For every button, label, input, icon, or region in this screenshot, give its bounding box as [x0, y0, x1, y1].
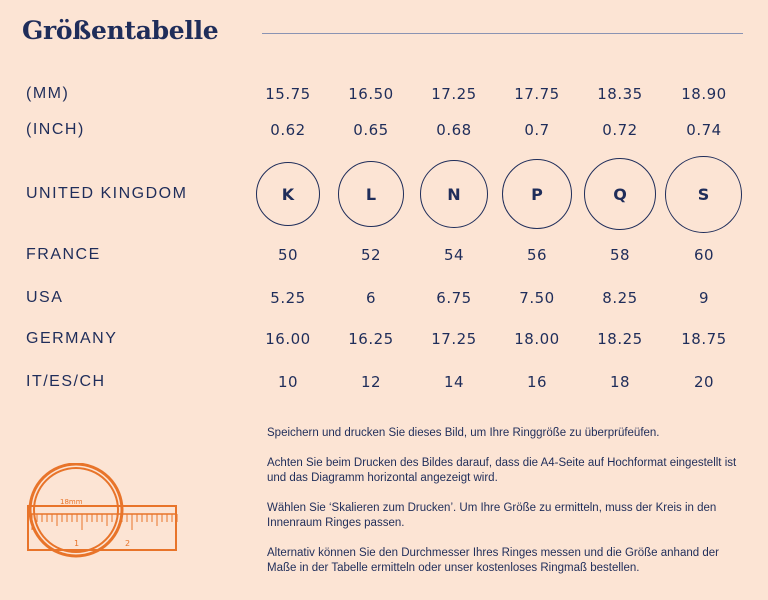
size-row-uk	[0, 159, 768, 229]
size-value: 8.25	[602, 289, 638, 307]
size-value: 18	[609, 373, 631, 391]
size-value: 14	[443, 373, 465, 391]
size-value: 6	[365, 289, 377, 307]
size-value: 50	[277, 246, 299, 264]
size-row-mm	[0, 79, 768, 109]
size-value: 60	[693, 246, 715, 264]
size-value: 18.75	[681, 330, 727, 348]
instruction-paragraph: Speichern und drucken Sie dieses Bild, um Ihre Ringgröße zu überprüfeüfen.	[267, 427, 660, 439]
ring-ruler-illustration	[22, 463, 182, 563]
size-value: 18.90	[681, 85, 727, 103]
size-value: 20	[693, 373, 715, 391]
size-value: 10	[277, 373, 299, 391]
size-value: 9	[698, 289, 710, 307]
print-instructions	[267, 426, 737, 591]
uk-size-circle: K	[256, 162, 320, 226]
page-title: Größentabelle	[22, 16, 219, 45]
size-value: 18.00	[514, 330, 560, 348]
row-label-mm: (MM)	[26, 85, 70, 102]
size-value: 15.75	[265, 85, 311, 103]
ruler-tick-label-1: 1	[74, 539, 80, 548]
size-value: 0.7	[524, 121, 550, 139]
row-label-inch: (INCH)	[26, 121, 85, 138]
size-value: 0.68	[436, 121, 472, 139]
size-value: 0.72	[602, 121, 638, 139]
size-value: 6.75	[436, 289, 472, 307]
size-value: 56	[526, 246, 548, 264]
size-value: 17.75	[514, 85, 560, 103]
instruction-paragraph: Wählen Sie ‘Skalieren zum Drucken’. Um Ihre Größe zu ermitteln, muss der Kreis in den Innenraum Ringes passen.	[267, 502, 717, 529]
size-row-usa	[0, 283, 768, 313]
size-value: 7.50	[519, 289, 555, 307]
uk-size-circle: N	[420, 160, 488, 228]
size-value: 18.35	[597, 85, 643, 103]
size-value: 0.62	[270, 121, 306, 139]
title-divider	[262, 33, 743, 34]
size-value: 16.50	[348, 85, 394, 103]
instruction-paragraph: Alternativ können Sie den Durchmesser Ihres Ringes messen und die Größe anhand der Maße in der Tabelle ermitteln oder unser kostenloses Ringmaß bestellen.	[267, 547, 719, 574]
size-value: 52	[360, 246, 382, 264]
size-row-germany	[0, 324, 768, 354]
uk-size-circle: P	[502, 159, 572, 229]
ruler-tick-label-2: 2	[125, 539, 131, 548]
uk-size-circle: L	[338, 161, 404, 227]
row-label-france: FRANCE	[26, 246, 101, 263]
size-row-inch	[0, 115, 768, 145]
size-value: 5.25	[270, 289, 306, 307]
ruler-size-label: 18mm	[60, 498, 83, 506]
size-value: 16	[526, 373, 548, 391]
row-label-usa: USA	[26, 289, 64, 306]
size-value: 16.25	[348, 330, 394, 348]
size-row-it-es-ch	[0, 367, 768, 397]
size-value: 18.25	[597, 330, 643, 348]
size-row-france	[0, 240, 768, 270]
row-label-it-es-ch: IT/ES/CH	[26, 373, 106, 390]
size-value: 58	[609, 246, 631, 264]
size-value: 54	[443, 246, 465, 264]
size-value: 17.25	[431, 330, 477, 348]
uk-size-circle: S	[665, 156, 742, 233]
size-value: 17.25	[431, 85, 477, 103]
size-value: 0.74	[686, 121, 722, 139]
size-value: 0.65	[353, 121, 389, 139]
row-label-uk: UNITED KINGDOM	[26, 185, 188, 202]
size-value: 16.00	[265, 330, 311, 348]
uk-size-circle: Q	[584, 158, 656, 230]
ruler-icon	[22, 463, 182, 558]
size-value: 12	[360, 373, 382, 391]
instruction-paragraph: Achten Sie beim Drucken des Bildes darauf, dass die A4-Seite auf Hochformat eingestellt ist und das Diagramm horizontal angezeigt wird.	[267, 457, 737, 484]
row-label-germany: GERMANY	[26, 330, 118, 347]
